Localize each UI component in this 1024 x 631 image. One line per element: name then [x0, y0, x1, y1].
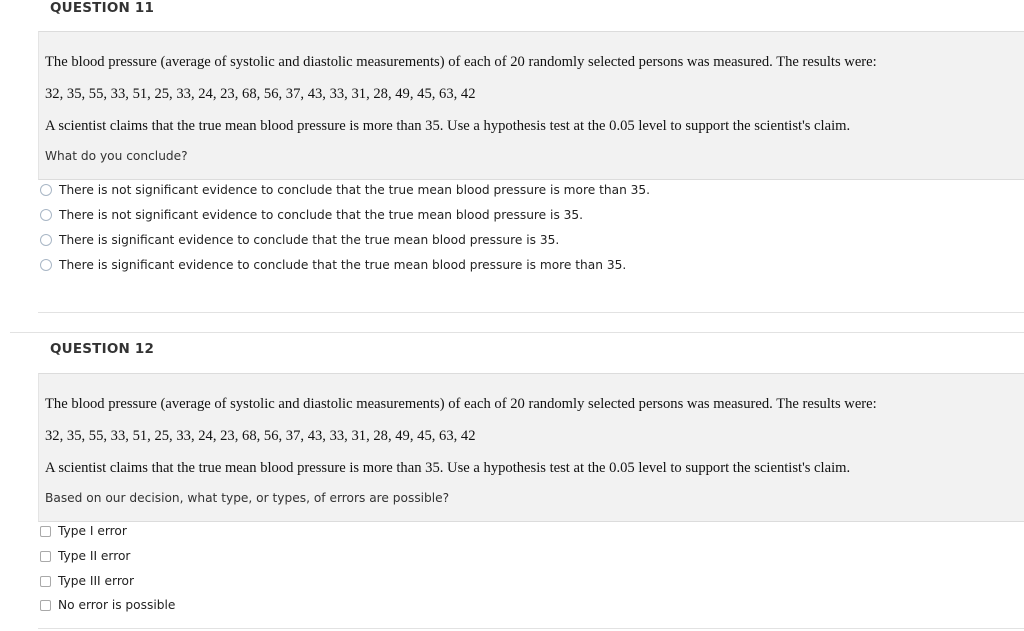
option-label: Type III error	[58, 574, 135, 588]
option-label: Type II error	[58, 549, 131, 563]
question-11-title: QUESTION 11	[50, 0, 155, 16]
question-11-end-divider	[38, 312, 1024, 313]
question-12-body	[38, 373, 1024, 522]
question-12-intro: The blood pressure (average of systolic and diastolic measurements) of each of 20 randomly selected persons was measured. The results were:	[45, 396, 877, 412]
question-12-option-1[interactable]	[40, 522, 127, 540]
radio-button[interactable]	[40, 184, 52, 196]
question-12-option-3[interactable]	[40, 572, 134, 590]
question-12-title: QUESTION 12	[50, 341, 155, 357]
option-label: There is significant evidence to conclude that the true mean blood pressure is more than 35.	[59, 258, 627, 272]
question-11-data-values: 32, 35, 55, 33, 51, 25, 33, 24, 23, 68, 56, 37, 43, 33, 31, 28, 49, 45, 63, 42	[45, 86, 476, 102]
radio-button[interactable]	[40, 234, 52, 246]
question-12-prompt: Based on our decision, what type, or types, of errors are possible?	[45, 491, 450, 505]
question-11-prompt: What do you conclude?	[45, 149, 188, 163]
radio-button[interactable]	[40, 209, 52, 221]
question-12-data-values: 32, 35, 55, 33, 51, 25, 33, 24, 23, 68, 56, 37, 43, 33, 31, 28, 49, 45, 63, 42	[45, 428, 476, 444]
question-12-claim: A scientist claims that the true mean blood pressure is more than 35. Use a hypothesis test at the 0.05 level to support the scientist's claim.	[45, 460, 851, 476]
question-11-claim: A scientist claims that the true mean blood pressure is more than 35. Use a hypothesis test at the 0.05 level to support the scientist's claim.	[45, 118, 851, 134]
question-separator	[10, 332, 1024, 333]
question-11-option-1[interactable]	[40, 181, 650, 199]
question-12-end-divider	[38, 628, 1024, 629]
option-label: There is significant evidence to conclude that the true mean blood pressure is 35.	[59, 233, 560, 247]
question-12-option-2[interactable]	[40, 547, 130, 565]
question-11-option-4[interactable]	[40, 256, 626, 274]
option-label: Type I error	[58, 524, 127, 538]
question-12-option-4[interactable]	[40, 596, 175, 614]
checkbox[interactable]	[40, 526, 51, 537]
option-label: There is not significant evidence to conclude that the true mean blood pressure is more than 35.	[59, 183, 651, 197]
checkbox[interactable]	[40, 551, 51, 562]
option-label: There is not significant evidence to conclude that the true mean blood pressure is 35.	[59, 208, 584, 222]
question-11-intro: The blood pressure (average of systolic and diastolic measurements) of each of 20 randomly selected persons was measured. The results were:	[45, 54, 877, 70]
question-11-option-2[interactable]	[40, 206, 583, 224]
checkbox[interactable]	[40, 576, 51, 587]
question-11-option-3[interactable]	[40, 231, 559, 249]
option-label: No error is possible	[58, 598, 176, 612]
radio-button[interactable]	[40, 259, 52, 271]
question-11-body	[38, 31, 1024, 180]
checkbox[interactable]	[40, 600, 51, 611]
